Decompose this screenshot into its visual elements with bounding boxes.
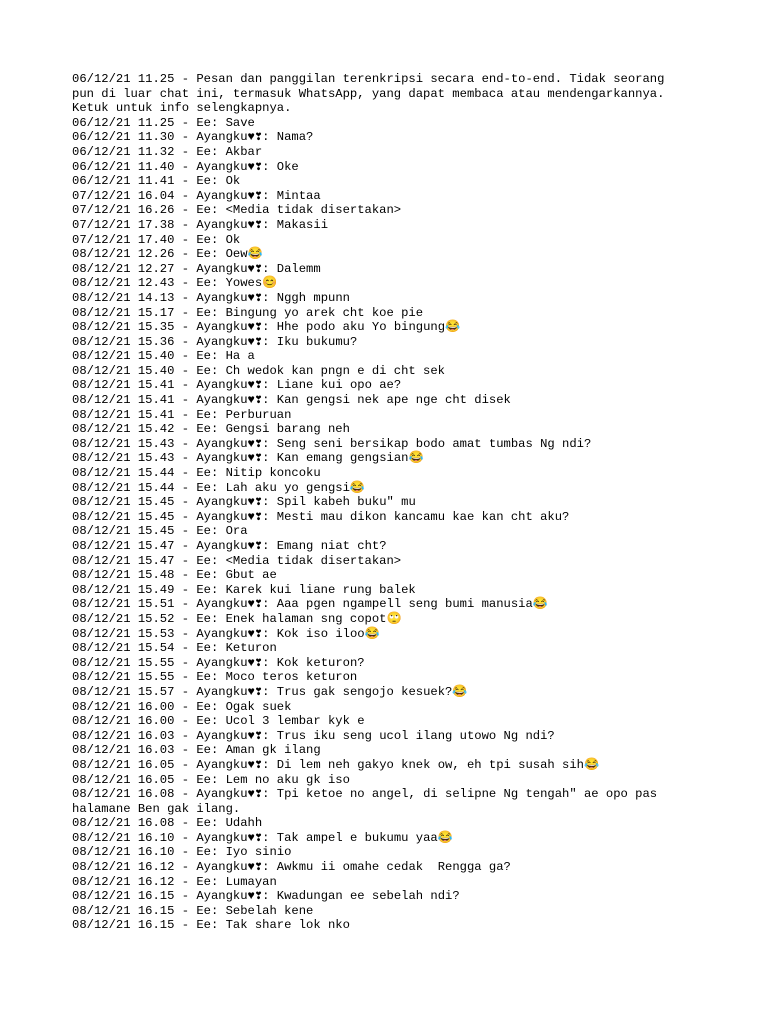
chat-line: 08/12/21 15.53 - Ayangku♥❣: Kok iso iloo😂 [72, 626, 380, 641]
chat-line: 08/12/21 16.10 - Ayangku♥❣: Tak ampel e bukumu yaa😂 [72, 830, 453, 845]
chat-line: 08/12/21 15.43 - Ayangku♥❣: Seng seni bersikap bodo amat tumbas Ng ndi? [72, 436, 592, 451]
chat-line: 08/12/21 15.42 - Ee: Gengsi barang neh [72, 422, 350, 437]
chat-line: 08/12/21 15.36 - Ayangku♥❣: Iku bukumu? [72, 334, 358, 349]
chat-line: 08/12/21 16.03 - Ayangku♥❣: Trus iku seng ucol ilang utowo Ng ndi? [72, 728, 555, 743]
chat-line: 06/12/21 11.41 - Ee: Ok [72, 174, 241, 189]
chat-line: 08/12/21 15.43 - Ayangku♥❣: Kan emang gengsian😂 [72, 451, 424, 466]
chat-line: 08/12/21 14.13 - Ayangku♥❣: Nggh mpunn [72, 290, 350, 305]
chat-line: 08/12/21 15.52 - Ee: Enek halaman sng copot🙄 [72, 611, 402, 626]
chat-line: 08/12/21 15.54 - Ee: Keturon [72, 641, 277, 656]
chat-line: 08/12/21 12.43 - Ee: Yowes😊 [72, 276, 278, 291]
chat-line: 08/12/21 15.41 - Ayangku♥❣: Liane kui opo ae? [72, 378, 402, 393]
chat-line: 07/12/21 16.26 - Ee: <Media tidak disertakan> [72, 203, 402, 218]
chat-line: 08/12/21 15.51 - Ayangku♥❣: Aaa pgen ngampell seng bumi manusia😂 [72, 597, 548, 612]
chat-line: 06/12/21 11.40 - Ayangku♥❣: Oke [72, 159, 299, 174]
chat-line: 08/12/21 15.57 - Ayangku♥❣: Trus gak sengojo kesuek?😂 [72, 684, 468, 699]
chat-line: 08/12/21 16.05 - Ee: Lem no aku gk iso [72, 772, 350, 787]
chat-line: 08/12/21 16.08 - Ee: Udahh [72, 816, 263, 831]
chat-line: Ketuk untuk info selengkapnya. [72, 101, 292, 116]
chat-line: 08/12/21 15.47 - Ee: <Media tidak disertakan> [72, 553, 402, 568]
chat-line: 08/12/21 15.45 - Ayangku♥❣: Mesti mau dikon kancamu kae kan cht aku? [72, 509, 570, 524]
chat-line: 08/12/21 15.47 - Ayangku♥❣: Emang niat cht? [72, 539, 387, 553]
chat-line: 08/12/21 15.45 - Ee: Ora [72, 524, 248, 539]
chat-transcript [72, 72, 702, 933]
chat-line: 06/12/21 11.30 - Ayangku♥❣: Nama? [72, 130, 314, 145]
chat-line: pun di luar chat ini, termasuk WhatsApp, yang dapat membaca atau mendengarkannya. [72, 86, 665, 101]
chat-line: 08/12/21 15.44 - Ee: Nitip koncoku [72, 466, 321, 481]
chat-line: 06/12/21 11.25 - Pesan dan panggilan terenkripsi secara end-to-end. Tidak seorang [72, 72, 665, 86]
chat-line: 08/12/21 12.27 - Ayangku♥❣: Dalemm [72, 261, 321, 276]
chat-line: 08/12/21 16.12 - Ee: Lumayan [72, 874, 277, 889]
chat-line: 08/12/21 16.00 - Ee: Ucol 3 lembar kyk e [72, 714, 365, 729]
chat-line: 08/12/21 15.55 - Ee: Moco teros keturon [72, 670, 358, 685]
chat-line: 08/12/21 16.12 - Ayangku♥❣: Awkmu ii omahe cedak Rengga ga? [72, 860, 511, 875]
chat-line: 08/12/21 15.44 - Ee: Lah aku yo gengsi😂 [72, 480, 366, 495]
chat-line: 08/12/21 16.15 - Ee: Sebelah kene [72, 903, 314, 918]
chat-line: 08/12/21 16.00 - Ee: Ogak suek [72, 699, 292, 714]
chat-line: 08/12/21 16.15 - Ayangku♥❣: Kwadungan ee sebelah ndi? [72, 889, 460, 904]
chat-line: 07/12/21 17.40 - Ee: Ok [72, 232, 241, 247]
chat-line: 08/12/21 15.40 - Ee: Ch wedok kan pngn e di cht sek [72, 363, 445, 378]
chat-line: 08/12/21 16.10 - Ee: Iyo sinio [72, 845, 292, 860]
chat-line: 08/12/21 12.26 - Ee: Oew😂 [72, 247, 263, 262]
chat-line: 08/12/21 16.15 - Ee: Tak share lok nko [72, 918, 350, 933]
chat-line: 06/12/21 11.32 - Ee: Akbar [72, 144, 263, 159]
chat-line: 06/12/21 11.25 - Ee: Save [72, 115, 255, 130]
chat-line: 08/12/21 15.40 - Ee: Ha a [72, 349, 255, 364]
chat-line: 08/12/21 15.55 - Ayangku♥❣: Kok keturon? [72, 655, 365, 670]
chat-line: 08/12/21 16.08 - Ayangku♥❣: Tpi ketoe no angel, di selipne Ng tengah" ae opo pas [72, 787, 658, 802]
chat-line: 08/12/21 16.05 - Ayangku♥❣: Di lem neh gakyo knek ow, eh tpi susah sih😂 [72, 757, 600, 772]
chat-line: 08/12/21 15.45 - Ayangku♥❣: Spil kabeh buku" mu [72, 495, 416, 510]
chat-line: 07/12/21 17.38 - Ayangku♥❣: Makasii [72, 217, 329, 232]
chat-line: 08/12/21 15.35 - Ayangku♥❣: Hhe podo aku Yo bingung😂 [72, 320, 461, 335]
chat-line: 08/12/21 15.17 - Ee: Bingung yo arek cht koe pie [72, 305, 424, 320]
chat-line: 07/12/21 16.04 - Ayangku♥❣: Mintaa [72, 188, 321, 203]
chat-line: 08/12/21 16.03 - Ee: Aman gk ilang [72, 743, 321, 758]
chat-line: 08/12/21 15.48 - Ee: Gbut ae [72, 568, 277, 583]
chat-line: halamane Ben gak ilang. [72, 801, 241, 816]
chat-line: 08/12/21 15.41 - Ayangku♥❣: Kan gengsi nek ape nge cht disek [72, 393, 511, 408]
chat-line: 08/12/21 15.41 - Ee: Perburuan [72, 407, 292, 422]
chat-line: 08/12/21 15.49 - Ee: Karek kui liane rung balek [72, 582, 416, 597]
